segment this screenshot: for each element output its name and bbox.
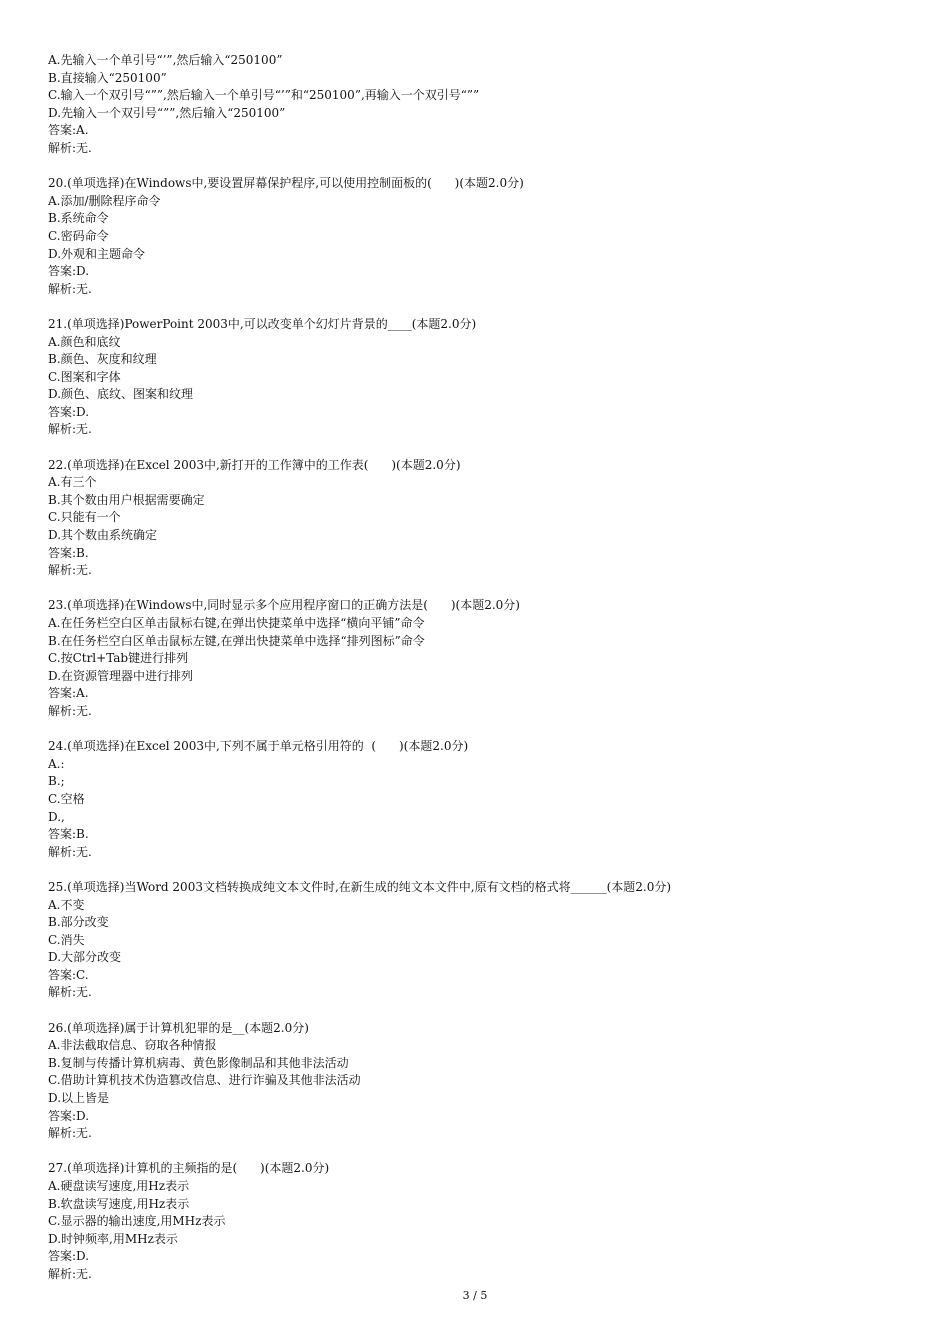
document-page <box>48 52 908 1284</box>
option-c: C.显示器的输出速度,用MHz表示 <box>48 1214 226 1229</box>
option-b: B.; <box>48 774 65 789</box>
question-block-26 <box>48 1020 908 1143</box>
option-b: B.直接输入“250100” <box>48 70 167 85</box>
analysis-line: 解析:无. <box>48 1266 92 1281</box>
option-a: A.颜色和底纹 <box>48 334 121 349</box>
answer-line: 答案:B. <box>48 827 89 842</box>
option-b: B.在任务栏空白区单击鼠标左键,在弹出快捷菜单中选择“排列图标”命令 <box>48 633 425 648</box>
option-d: D.在资源管理器中进行排列 <box>48 668 194 683</box>
analysis-line: 解析:无. <box>48 281 92 296</box>
option-a: A.在任务栏空白区单击鼠标右键,在弹出快捷菜单中选择“横向平铺”命令 <box>48 616 425 630</box>
question-block-continuation <box>48 52 908 158</box>
option-b: B.其个数由用户根据需要确定 <box>48 492 205 507</box>
answer-line: 答案:C. <box>48 967 89 982</box>
analysis-line: 解析:无. <box>48 563 92 578</box>
analysis-line: 解析:无. <box>48 140 92 155</box>
option-c: C.输入一个双引号“””,然后输入一个单引号“’”和“250100”,再输入一个双引号“”” <box>48 88 480 103</box>
option-a: A.硬盘读写速度,用Hz表示 <box>48 1179 190 1193</box>
option-b: B.软盘读写速度,用Hz表示 <box>48 1196 190 1211</box>
option-a: A.先输入一个单引号“’”,然后输入“250100” <box>48 53 283 67</box>
question-block-25 <box>48 879 908 1002</box>
option-b: B.部分改变 <box>48 915 109 930</box>
question-title: 22.(单项选择)在Excel 2003中,新打开的工作簿中的工作表( )(本题2.0分) <box>48 457 461 472</box>
answer-line: 答案:D. <box>48 1249 90 1264</box>
option-c: C.消失 <box>48 932 85 947</box>
analysis-line: 解析:无. <box>48 703 92 718</box>
option-d: D.颜色、底纹、图案和纹理 <box>48 387 194 402</box>
answer-line: 答案:D. <box>48 264 90 279</box>
option-d: D.先输入一个双引号“””,然后输入“250100” <box>48 105 286 120</box>
question-block-23 <box>48 597 908 720</box>
option-d: D.外观和主题命令 <box>48 246 146 261</box>
option-a: A.: <box>48 756 65 771</box>
option-d: D.时钟频率,用MHz表示 <box>48 1231 178 1246</box>
answer-line: 答案:A. <box>48 123 89 138</box>
analysis-line: 解析:无. <box>48 844 92 859</box>
option-c: C.只能有一个 <box>48 510 121 525</box>
analysis-line: 解析:无. <box>48 422 92 437</box>
question-title: 27.(单项选择)计算机的主频指的是( )(本题2.0分) <box>48 1161 330 1176</box>
answer-line: 答案:D. <box>48 404 90 419</box>
option-c: C.借助计算机技术伪造篡改信息、进行诈骗及其他非法活动 <box>48 1073 361 1088</box>
analysis-line: 解析:无. <box>48 985 92 1000</box>
option-c: C.按Ctrl+Tab键进行排列 <box>48 651 189 666</box>
option-d: D.以上皆是 <box>48 1091 110 1106</box>
answer-line: 答案:D. <box>48 1108 90 1123</box>
answer-line: 答案:A. <box>48 686 89 701</box>
analysis-line: 解析:无. <box>48 1126 92 1141</box>
option-d: D.其个数由系统确定 <box>48 528 158 543</box>
option-a: A.添加/删除程序命令 <box>48 193 161 208</box>
option-c: C.密码命令 <box>48 228 109 243</box>
option-a: A.有三个 <box>48 475 97 490</box>
option-a: A.不变 <box>48 897 85 912</box>
answer-line: 答案:B. <box>48 545 89 560</box>
question-title: 21.(单项选择)PowerPoint 2003中,可以改变单个幻灯片背景的____(本题2.0分) <box>48 316 477 331</box>
question-block-21 <box>48 316 908 439</box>
question-title: 20.(单项选择)在Windows中,要设置屏幕保护程序,可以使用控制面板的( )(本题2.0分) <box>48 176 524 191</box>
question-title: 23.(单项选择)在Windows中,同时显示多个应用程序窗口的正确方法是( )(本题2.0分) <box>48 598 520 613</box>
question-title: 25.(单项选择)当Word 2003文档转换成纯文本文件时,在新生成的纯文本文件中,原有文档的格式将______(本题2.0分) <box>48 879 672 894</box>
question-block-20 <box>48 175 908 298</box>
question-title: 26.(单项选择)属于计算机犯罪的是__(本题2.0分) <box>48 1020 309 1035</box>
option-c: C.空格 <box>48 791 85 806</box>
option-d: D., <box>48 809 65 824</box>
question-block-22 <box>48 457 908 580</box>
question-title: 24.(单项选择)在Excel 2003中,下列不属于单元格引用符的 ( )(本题2.0分) <box>48 739 469 754</box>
option-b: B.系统命令 <box>48 211 109 226</box>
question-block-27 <box>48 1160 908 1283</box>
question-block-24 <box>48 738 908 861</box>
page-number: 3 / 5 <box>462 1289 488 1302</box>
option-c: C.图案和字体 <box>48 369 121 384</box>
option-d: D.大部分改变 <box>48 950 122 965</box>
option-a: A.非法截取信息、窃取各种情报 <box>48 1038 217 1053</box>
option-b: B.颜色、灰度和纹理 <box>48 352 157 367</box>
option-b: B.复制与传播计算机病毒、黄色影像制品和其他非法活动 <box>48 1055 349 1070</box>
